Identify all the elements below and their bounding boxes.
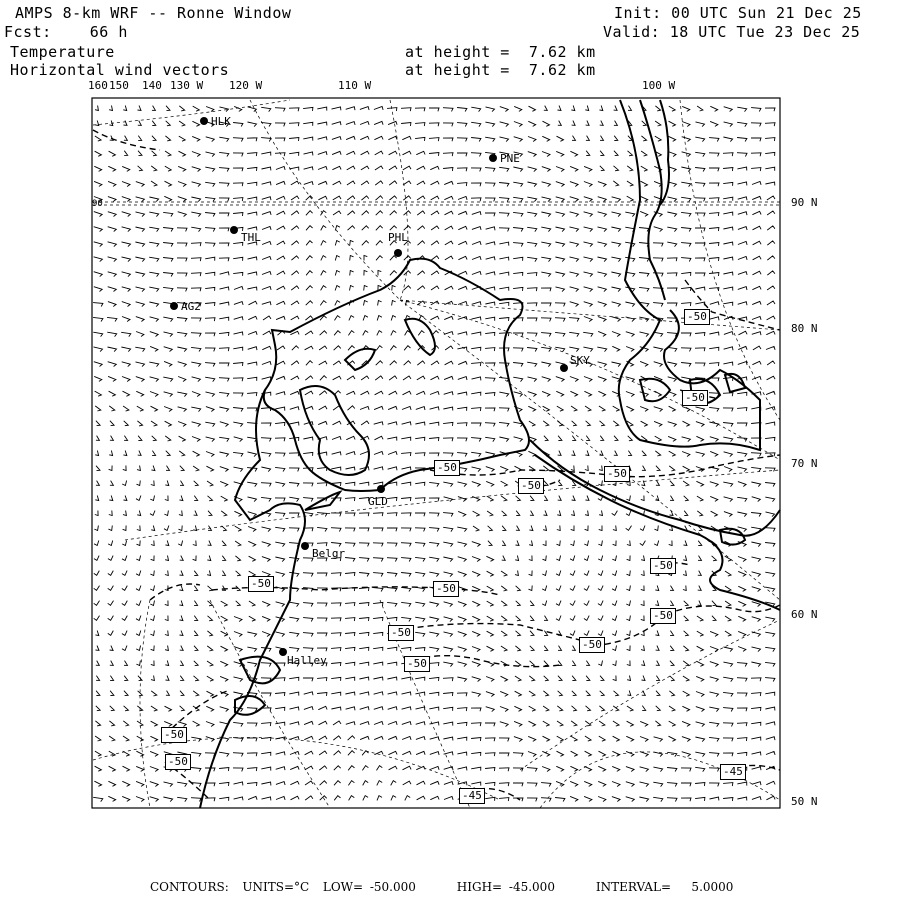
station-label: THL	[241, 231, 261, 244]
station-dot-icon	[489, 154, 497, 162]
init-time: Init: 00 UTC Sun 21 Dec 25	[614, 4, 862, 22]
station-dot-icon	[301, 542, 309, 550]
station-dot-icon	[230, 226, 238, 234]
contour-label: -45	[720, 764, 746, 780]
station-dot-icon	[200, 117, 208, 125]
field-temperature-height: at height = 7.62 km	[405, 43, 596, 61]
lon-label-150: 150	[109, 79, 129, 92]
lat-label-70n: 70 N	[791, 457, 818, 470]
lat-label-90n: 90 N	[791, 196, 818, 209]
lat-label-80n: 80 N	[791, 322, 818, 335]
contour-label: -50	[248, 576, 274, 592]
contour-info-footer: CONTOURS: UNITS=°C LOW= -50.000 HIGH= -45.000 INTERVAL= 5.0000	[150, 880, 734, 894]
contour-label: -50	[579, 637, 605, 653]
station-label: Belgr	[312, 547, 346, 560]
lon-label-140: 140	[142, 79, 162, 92]
contour-label: -50	[518, 478, 544, 494]
lon-label-160: 160	[88, 79, 108, 92]
field-wind-height: at height = 7.62 km	[405, 61, 596, 79]
contour-label: -50	[434, 460, 460, 476]
forecast-hour: Fcst: 66 h	[4, 23, 128, 41]
station-label: PNE	[500, 152, 520, 165]
station-label: Halley	[287, 654, 327, 667]
lon-label-100w: 100 W	[642, 79, 676, 92]
wind-vector-glyphs	[93, 106, 775, 802]
station-dot-icon	[560, 364, 568, 372]
contour-label: -45	[459, 788, 485, 804]
contour-label: -50	[388, 625, 414, 641]
lon-label-120w: 120 W	[229, 79, 263, 92]
station-dot-icon	[394, 249, 402, 257]
svg-text:90: 90	[92, 199, 103, 209]
valid-time: Valid: 18 UTC Tue 23 Dec 25	[603, 23, 861, 41]
station-label: GLD	[368, 495, 388, 508]
station-label: AG2	[181, 300, 201, 313]
map-title: AMPS 8-km WRF -- Ronne Window	[15, 4, 292, 22]
station-label: HLK	[211, 115, 231, 128]
contour-label: -50	[433, 581, 459, 597]
station-dot-icon	[279, 648, 287, 656]
contour-label: -50	[604, 466, 630, 482]
field-temperature-label: Temperature	[10, 43, 115, 61]
wind-vector-field	[93, 106, 775, 802]
station-label: SKY	[570, 354, 590, 367]
contour-label: -50	[650, 608, 676, 624]
station-dot-icon	[170, 302, 178, 310]
contour-label: -50	[650, 558, 676, 574]
graticule	[92, 100, 780, 808]
station-dot-icon	[377, 485, 385, 493]
lat-label-50n: 50 N	[791, 795, 818, 808]
lon-label-130w: 130 W	[170, 79, 204, 92]
lon-label-110w: 110 W	[338, 79, 372, 92]
contour-label: -50	[684, 309, 710, 325]
contour-label: -50	[165, 754, 191, 770]
contour-label: -50	[404, 656, 430, 672]
lat-label-60n: 60 N	[791, 608, 818, 621]
field-wind-label: Horizontal wind vectors	[10, 61, 230, 79]
coastlines	[200, 100, 780, 808]
contour-label: -50	[682, 390, 708, 406]
station-label: PHL	[388, 231, 408, 244]
contour-label: -50	[161, 727, 187, 743]
